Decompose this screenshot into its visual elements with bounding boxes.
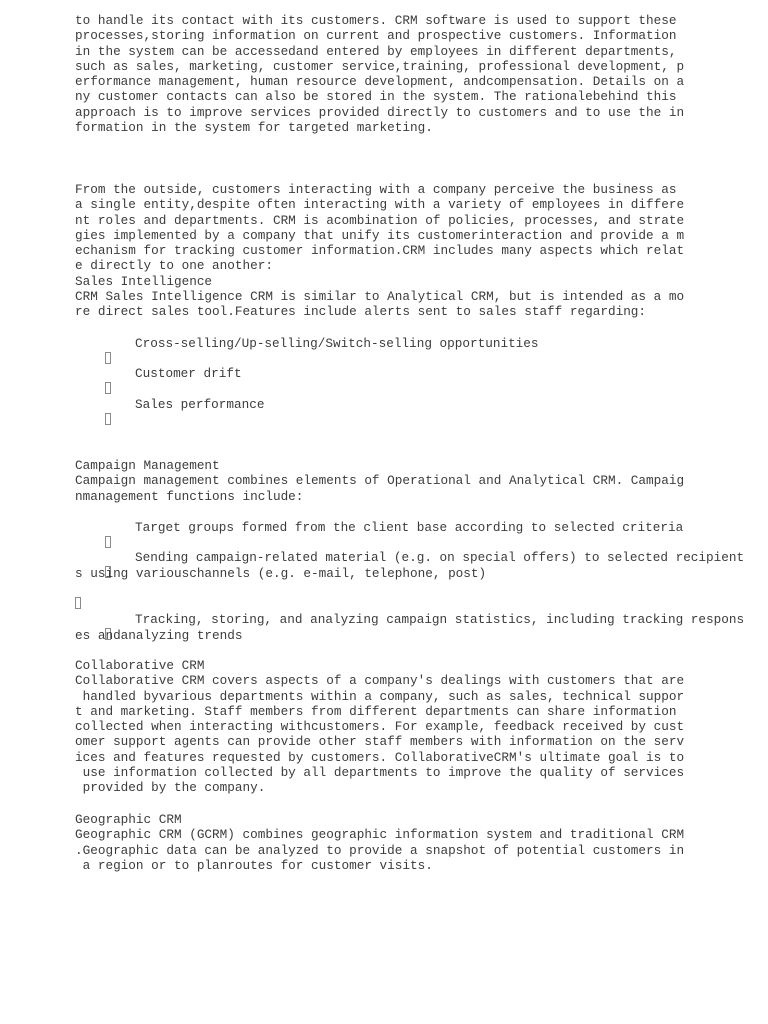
paragraph-geographic-crm: Geographic CRM Geographic CRM (GCRM) combines geographic information system and traditional CRM .Geographic data can be analyzed to provide a snapshot of potential customers in a region or to planroutes for customer visits. bbox=[75, 812, 685, 873]
bullet-box-icon bbox=[105, 413, 111, 425]
bullet-box-icon bbox=[105, 382, 111, 394]
list-item bbox=[75, 397, 265, 443]
bullet-box-icon bbox=[105, 536, 111, 548]
paragraph-collaborative-crm: Collaborative CRM Collaborative CRM covers aspects of a company's dealings with customers that are handled byvarious departments within a company, such as sales, technical suppor t and marketing. Staff members from different departments can share information collected when interacting withcustomers. For example, feedback received by cust omer support agents can provide other staff members with information on the serv ices and features requested by customers. CollaborativeCRM's ultimate goal is to use information collected by all departments to improve the quality of services provided by the company. bbox=[75, 658, 685, 796]
paragraph-crm-software: to handle its contact with its customers. CRM software is used to support these processes,storing information on current and prospective customers. Information in the system can be accessedand entered by employees in different departments, such as sales, marketing, customer service,training, professional development, p erformance management, human resource development, andcompensation. Details on a ny customer contacts can also be stored in the system. The rationalebehind this approach is to improve services provided directly to customers and to use the in formation in the system for targeted marketing. bbox=[75, 13, 685, 136]
list-item-continuation: s using variouschannels (e.g. e-mail, telephone, post) bbox=[75, 566, 487, 581]
list-item-text: Sending campaign-related material (e.g. on special offers) to selected recipient bbox=[135, 550, 745, 565]
bullet-box-icon bbox=[75, 597, 81, 609]
list-item-text: Target groups formed from the client base according to selected criteria bbox=[135, 520, 684, 535]
list-item-text: Tracking, storing, and analyzing campaign statistics, including tracking respons bbox=[135, 612, 745, 627]
bullet-box-icon bbox=[105, 352, 111, 364]
list-item-continuation: es andanalyzing trends bbox=[75, 628, 243, 643]
list-item-text: Customer drift bbox=[135, 366, 242, 381]
list-item-text: Cross-selling/Up-selling/Switch-selling opportunities bbox=[135, 336, 539, 351]
list-item-text: Sales performance bbox=[135, 397, 265, 412]
paragraph-crm-overview: From the outside, customers interacting with a company perceive the business as a single entity,despite often interacting with a variety of employees in differe nt roles and departments. CRM is acombination of policies, processes, and strate gies implemented by a company that unify its customerinteraction and provide a m echanism for tracking customer information.CRM includes many aspects which relat e directly to one another: Sales Intelligence CRM Sales Intelligence CRM is similar to Analytical CRM, but is intended as a mo re direct sales tool.Features include alerts sent to sales staff regarding: bbox=[75, 182, 685, 320]
paragraph-campaign-management: Campaign Management Campaign management combines elements of Operational and Analytical CRM. Campaig nmanagement functions include: bbox=[75, 458, 685, 504]
